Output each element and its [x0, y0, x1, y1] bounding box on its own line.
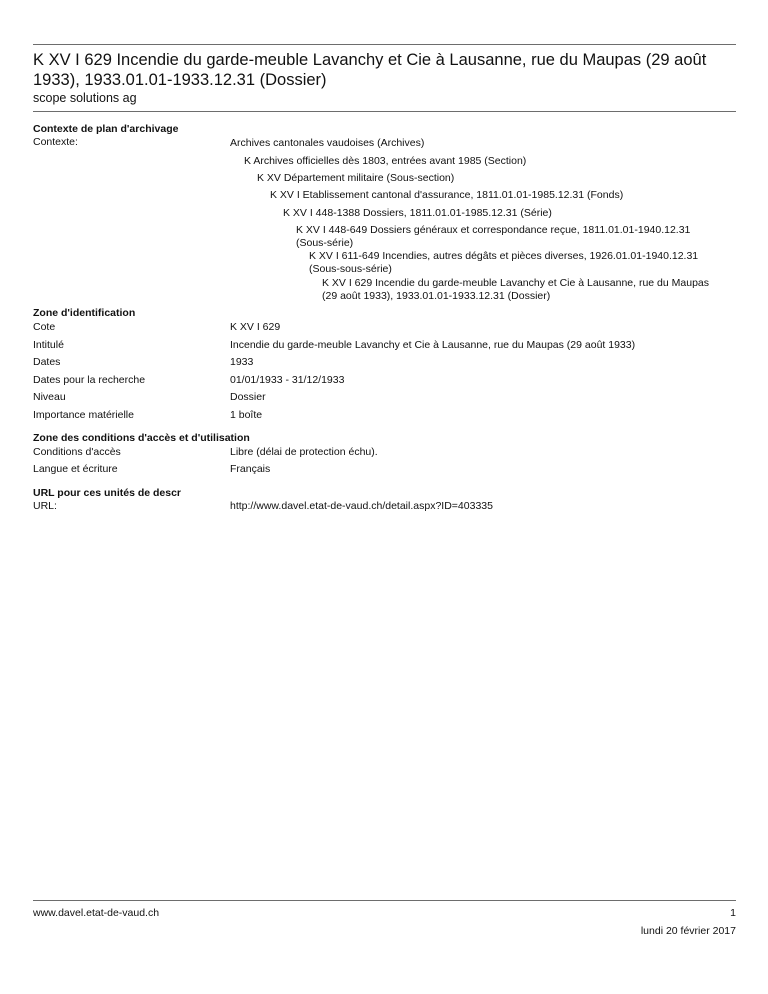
- page-title: K XV I 629 Incendie du garde-meuble Lavanchy et Cie à Lausanne, rue du Maupas (29 août 1933), 1933.01.01-1933.12.31 (Dossier): [33, 51, 707, 89]
- niveau-value: Dossier: [230, 391, 266, 403]
- tree-item-section: K Archives officielles dès 1803, entrées avant 1985 (Section): [244, 155, 527, 167]
- cote-label: Cote: [33, 321, 56, 333]
- footer-rule: [33, 900, 736, 901]
- langue-label: Langue et écriture: [33, 463, 118, 475]
- cote-value: K XV I 629: [230, 321, 281, 333]
- footer-site: www.davel.etat-de-vaud.ch: [33, 907, 160, 919]
- conditions-acces-label: Conditions d'accès: [33, 446, 121, 458]
- url-label: URL:: [33, 500, 57, 512]
- header-rule: [33, 111, 736, 112]
- langue-value: Français: [230, 463, 271, 475]
- document-page: [33, 0, 736, 994]
- access-section-title: Zone des conditions d'accès et d'utilisation: [33, 432, 250, 444]
- tree-item-serie: K XV I 448-1388 Dossiers, 1811.01.01-1985.12.31 (Série): [283, 207, 552, 219]
- importance-label: Importance matérielle: [33, 409, 134, 421]
- conditions-acces-value: Libre (délai de protection échu).: [230, 446, 378, 458]
- dates-recherche-label: Dates pour la recherche: [33, 374, 146, 386]
- intitule-label: Intitulé: [33, 339, 64, 351]
- top-rule: [33, 44, 736, 45]
- url-value[interactable]: http://www.davel.etat-de-vaud.ch/detail.aspx?ID=403335: [230, 500, 493, 512]
- tree-item-dossier: K XV I 629 Incendie du garde-meuble Lavanchy et Cie à Lausanne, rue du Maupas (29 août 1933), 1933.01.01-1933.12.31 (Dossier): [322, 277, 710, 302]
- footer-date: lundi 20 février 2017: [640, 925, 736, 937]
- organization-name: scope solutions ag: [33, 91, 137, 105]
- identification-section-title: Zone d'identification: [33, 307, 136, 319]
- context-label: Contexte:: [33, 136, 78, 148]
- url-section-title: URL pour ces unités de descr: [33, 487, 182, 499]
- importance-value: 1 boîte: [230, 409, 263, 421]
- dates-label: Dates: [33, 356, 61, 368]
- tree-item-archives: Archives cantonales vaudoises (Archives): [230, 137, 425, 149]
- niveau-label: Niveau: [33, 391, 66, 403]
- footer-page-number: 1: [730, 907, 736, 919]
- tree-item-fonds: K XV I Etablissement cantonal d'assurance, 1811.01.01-1985.12.31 (Fonds): [270, 189, 624, 201]
- tree-item-sous-section: K XV Département militaire (Sous-section): [257, 172, 455, 184]
- intitule-value: Incendie du garde-meuble Lavanchy et Cie à Lausanne, rue du Maupas (29 août 1933): [230, 339, 636, 351]
- tree-item-sous-sous-serie: K XV I 611-649 Incendies, autres dégâts et pièces diverses, 1926.01.01-1940.12.31 (Sous-sous-série): [309, 250, 699, 275]
- context-section-title: Contexte de plan d'archivage: [33, 123, 179, 135]
- dates-recherche-value: 01/01/1933 - 31/12/1933: [230, 374, 345, 386]
- dates-value: 1933: [230, 356, 254, 368]
- tree-item-sous-serie: K XV I 448-649 Dossiers généraux et correspondance reçue, 1811.01.01-1940.12.31 (Sous-série): [296, 224, 691, 249]
